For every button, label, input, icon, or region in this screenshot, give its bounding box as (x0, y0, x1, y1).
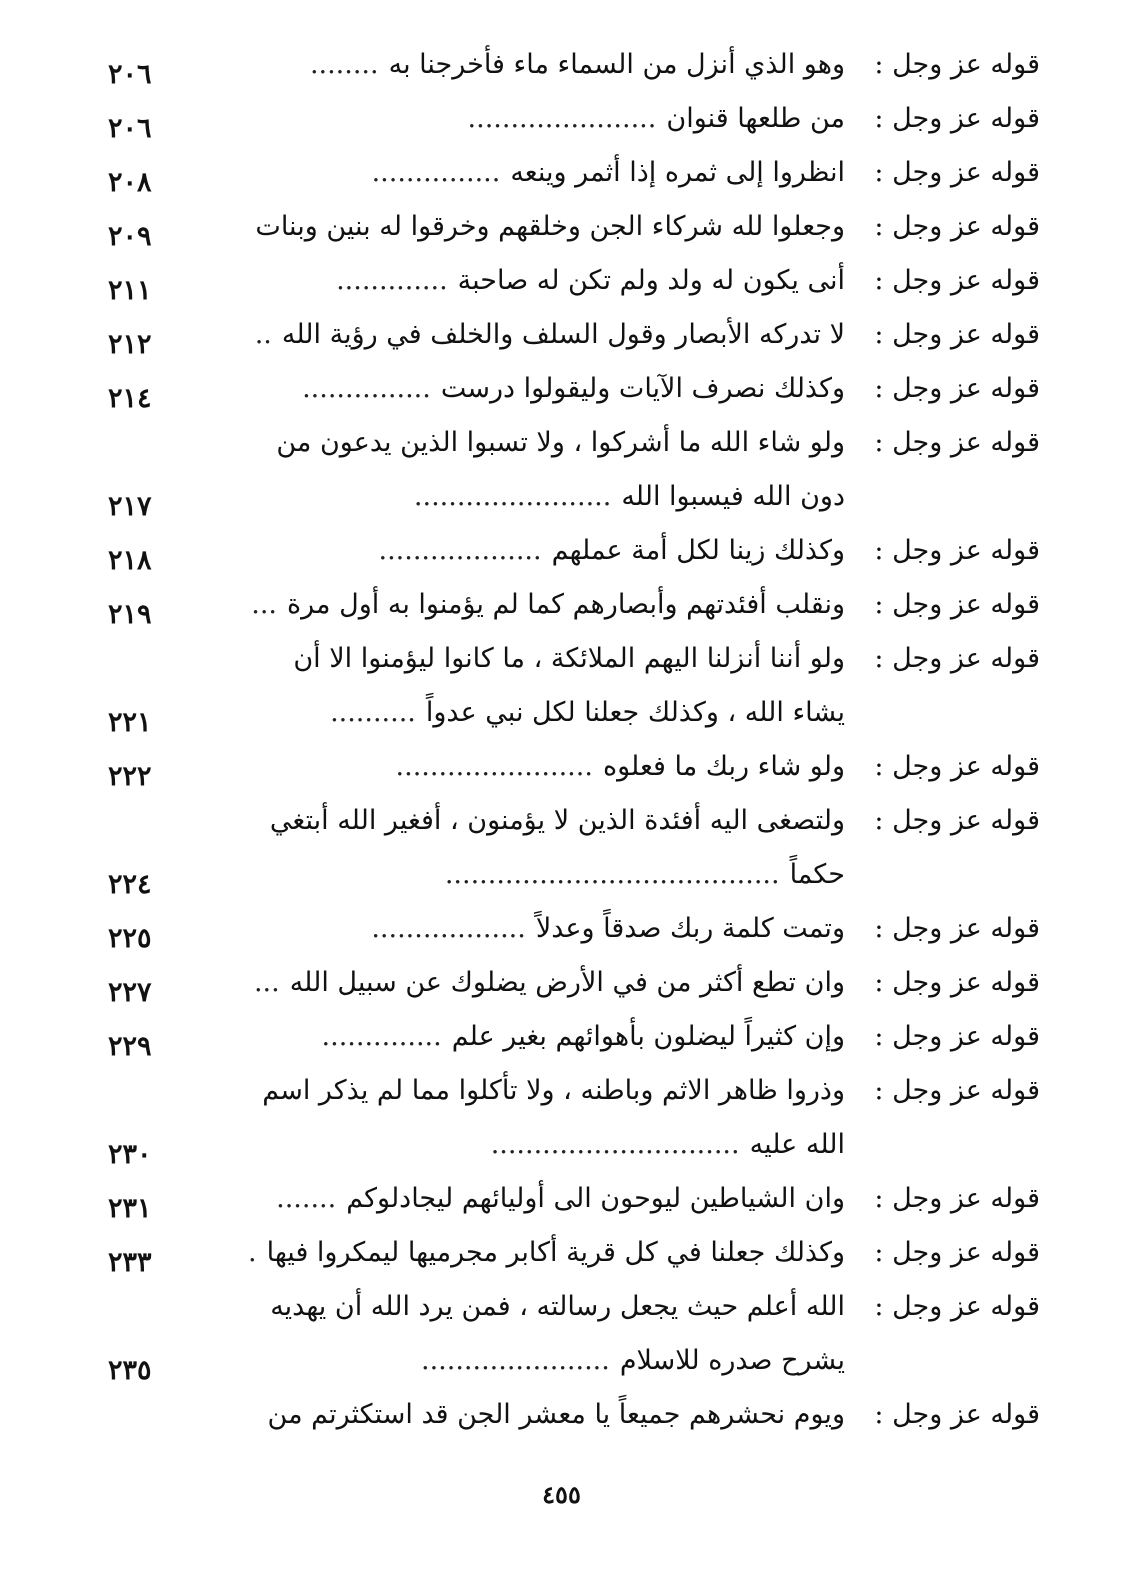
entry-text (268, 1388, 845, 1442)
toc-entry (100, 794, 1040, 902)
toc-line (100, 524, 1040, 578)
leader-dots: ... (251, 589, 278, 620)
entry-prefix: قوله عز وجل : (874, 1075, 1040, 1106)
leader-dots: . (248, 1237, 257, 1268)
entry-page-number: ٢١٤ (108, 383, 152, 414)
entry-prefix: قوله عز وجل : (874, 805, 1040, 836)
toc-line (100, 470, 1040, 524)
leader-dots: ....................... (413, 481, 612, 512)
entry-text (310, 38, 845, 92)
entry-title: انظروا إلى ثمره إذا أثمر وينعه (510, 157, 845, 188)
entry-prefix: قوله عز وجل : (874, 427, 1040, 458)
entry-title: من طلعها قنوان (666, 103, 845, 134)
entry-prefix: قوله عز وجل : (874, 103, 1040, 134)
toc-line (100, 254, 1040, 308)
entry-text (255, 200, 845, 254)
entry-text (445, 848, 845, 902)
toc-line (100, 1064, 1040, 1118)
entry-prefix: قوله عز وجل : (874, 1399, 1040, 1430)
entry-page-number: ٢٠٦ (108, 113, 152, 144)
entry-page-number: ٢٢١ (108, 707, 152, 738)
toc-line (100, 146, 1040, 200)
leader-dots: ... (253, 967, 280, 998)
entry-page-number: ٢١٢ (108, 329, 152, 360)
toc-line (100, 308, 1040, 362)
entry-title: الله أعلم حيث يجعل رسالته ، فمن يرد الله أن يهديه (270, 1291, 845, 1322)
toc-line (100, 740, 1040, 794)
toc-line (100, 578, 1040, 632)
entry-text (248, 1226, 845, 1280)
entry-title: دون الله فيسبوا الله (621, 481, 845, 512)
entry-title: وكذلك زينا لكل أمة عملهم (551, 535, 845, 566)
toc-entry (100, 1226, 1040, 1280)
leader-dots: .............. (321, 1021, 442, 1052)
entry-page-number: ٢٠٨ (108, 167, 152, 198)
entry-prefix: قوله عز وجل : (874, 967, 1040, 998)
entry-prefix: قوله عز وجل : (874, 589, 1040, 620)
toc-line (100, 794, 1040, 848)
entry-page-number: ٢٣٣ (108, 1247, 152, 1278)
entry-page-number: ٢٢٥ (108, 923, 152, 954)
entry-title: يشرح صدره للاسلام (619, 1345, 845, 1376)
entry-title: وهو الذي أنزل من السماء ماء فأخرجنا به (388, 49, 845, 80)
entry-page-number: ٢٣٥ (108, 1355, 152, 1386)
toc-entry (100, 1172, 1040, 1226)
toc-line (100, 1010, 1040, 1064)
toc-entry (100, 92, 1040, 146)
entry-prefix: قوله عز وجل : (874, 157, 1040, 188)
toc-entry (100, 1064, 1040, 1172)
entry-prefix: قوله عز وجل : (874, 49, 1040, 80)
toc-line (100, 92, 1040, 146)
entry-text (270, 1280, 845, 1334)
entry-title: وان الشياطين ليوحون الى أوليائهم ليجادلوكم (346, 1183, 845, 1214)
toc-line (100, 1388, 1040, 1442)
leader-dots: ........ (309, 49, 379, 80)
entry-title: ولو شاء الله ما أشركوا ، ولا تسبوا الذين يدعون من (276, 427, 845, 458)
entry-prefix: قوله عز وجل : (874, 643, 1040, 674)
entry-text (330, 686, 845, 740)
entry-text (293, 632, 845, 686)
entry-text (421, 1334, 845, 1388)
entry-prefix: قوله عز وجل : (874, 751, 1040, 782)
toc-line (100, 416, 1040, 470)
toc-entry (100, 200, 1040, 254)
entry-page-number: ٢١٨ (108, 545, 152, 576)
leader-dots: ............................. (490, 1129, 740, 1160)
toc-entry (100, 902, 1040, 956)
toc-entry (100, 308, 1040, 362)
toc-entry (100, 632, 1040, 740)
table-of-contents (100, 38, 1040, 1442)
entry-title: ولو أننا أنزلنا اليهم الملائكة ، ما كانوا ليؤمنوا الا أن (293, 643, 845, 674)
entry-title: وكذلك جعلنا في كل قرية أكابر مجرميها ليمكروا فيها (266, 1237, 845, 1268)
entry-title: يشاء الله ، وكذلك جعلنا لكل نبي عدواً (425, 697, 845, 728)
toc-line (100, 1334, 1040, 1388)
toc-line (100, 686, 1040, 740)
toc-entry (100, 416, 1040, 524)
entry-prefix: قوله عز وجل : (874, 535, 1040, 566)
toc-line (100, 632, 1040, 686)
entry-title: وذروا ظاهر الاثم وباطنه ، ولا تأكلوا مما لم يذكر اسم (262, 1075, 845, 1106)
entry-text (254, 956, 845, 1010)
entry-title: ولتصغى اليه أفئدة الذين لا يؤمنون ، أفغير الله أبتغي (269, 805, 845, 836)
entry-text (371, 902, 845, 956)
entry-page-number: ٢٢٧ (108, 977, 152, 1008)
leader-dots: ............... (371, 157, 501, 188)
entry-prefix: قوله عز وجل : (874, 265, 1040, 296)
entry-text (322, 1010, 845, 1064)
toc-line (100, 1280, 1040, 1334)
entry-prefix: قوله عز وجل : (874, 211, 1040, 242)
entry-title: ويوم نحشرهم جميعاً يا معشر الجن قد استكثرتم من (267, 1399, 845, 1430)
entry-title: الله عليه (749, 1129, 845, 1160)
leader-dots: ...................... (421, 1345, 610, 1376)
toc-line (100, 1226, 1040, 1280)
entry-page-number: ٢١١ (108, 275, 152, 306)
leader-dots: .................. (371, 913, 526, 944)
entry-page-number: ٢٣١ (108, 1193, 152, 1224)
toc-entry (100, 254, 1040, 308)
entry-text (276, 1172, 845, 1226)
page-number: ٤٥٥ (542, 1480, 581, 1509)
entry-title: وان تطع أكثر من في الأرض يضلوك عن سبيل الله (289, 967, 845, 998)
entry-page-number: ٢١٩ (108, 599, 152, 630)
entry-page-number: ٢٢٢ (108, 761, 152, 792)
entry-prefix: قوله عز وجل : (874, 1021, 1040, 1052)
entry-text (414, 470, 845, 524)
entry-title: ولو شاء ربك ما فعلوه (602, 751, 845, 782)
entry-page-number: ٢٢٩ (108, 1031, 152, 1062)
entry-title: أنى يكون له ولد ولم تكن له صاحبة (457, 265, 845, 296)
entry-page-number: ٢٠٩ (108, 221, 152, 252)
entry-text (302, 362, 845, 416)
entry-title: وجعلوا لله شركاء الجن وخلقهم وخرقوا له بنين وبنات (255, 211, 845, 242)
toc-line (100, 902, 1040, 956)
toc-line (100, 200, 1040, 254)
entry-prefix: قوله عز وجل : (874, 1183, 1040, 1214)
entry-text (372, 146, 845, 200)
entry-text (276, 416, 845, 470)
leader-dots: ...................... (467, 103, 657, 134)
entry-title: وكذلك نصرف الآيات وليقولوا درست (440, 373, 845, 404)
entry-page-number: ٢٠٦ (108, 59, 152, 90)
toc-entry (100, 956, 1040, 1010)
toc-entry (100, 38, 1040, 92)
leader-dots: .......... (330, 697, 416, 728)
entry-text (251, 578, 845, 632)
entry-page-number: ٢٣٠ (108, 1139, 152, 1170)
toc-entry (100, 578, 1040, 632)
entry-page-number: ٢١٧ (108, 491, 152, 522)
toc-entry (100, 740, 1040, 794)
toc-line (100, 38, 1040, 92)
entry-prefix: قوله عز وجل : (874, 913, 1040, 944)
entry-title: وإن كثيراً ليضلون بأهوائهم بغير علم (451, 1021, 845, 1052)
leader-dots: ....................... (395, 751, 593, 782)
toc-entry (100, 1388, 1040, 1442)
toc-entry (100, 1010, 1040, 1064)
entry-prefix: قوله عز وجل : (874, 1291, 1040, 1322)
entry-text (255, 308, 845, 362)
entry-text (336, 254, 845, 308)
entry-text (262, 1064, 845, 1118)
toc-entry (100, 524, 1040, 578)
entry-text (468, 92, 845, 146)
entry-page-number: ٢٢٤ (108, 869, 152, 900)
entry-prefix: قوله عز وجل : (874, 319, 1040, 350)
leader-dots: ....................................... (444, 859, 780, 890)
entry-text (396, 740, 845, 794)
leader-dots: ....... (276, 1183, 337, 1214)
entry-prefix: قوله عز وجل : (874, 373, 1040, 404)
entry-title: حكماً (789, 859, 845, 890)
entry-text (491, 1118, 845, 1172)
toc-line (100, 848, 1040, 902)
toc-line (100, 1118, 1040, 1172)
entry-title: ونقلب أفئدتهم وأبصارهم كما لم يؤمنوا به أول مرة (287, 589, 845, 620)
entry-title: لا تدركه الأبصار وقول السلف والخلف في رؤية الله (281, 319, 845, 350)
toc-line (100, 1172, 1040, 1226)
toc-entry (100, 1280, 1040, 1388)
toc-line (100, 362, 1040, 416)
leader-dots: ................... (378, 535, 542, 566)
leader-dots: ............... (302, 373, 431, 404)
leader-dots: .. (254, 319, 272, 350)
toc-entry (100, 146, 1040, 200)
entry-title: وتمت كلمة ربك صدقاً وعدلاً (535, 913, 845, 944)
entry-text (379, 524, 845, 578)
leader-dots: ............. (336, 265, 448, 296)
entry-prefix: قوله عز وجل : (874, 1237, 1040, 1268)
toc-line (100, 956, 1040, 1010)
entry-text (270, 794, 845, 848)
toc-entry (100, 362, 1040, 416)
